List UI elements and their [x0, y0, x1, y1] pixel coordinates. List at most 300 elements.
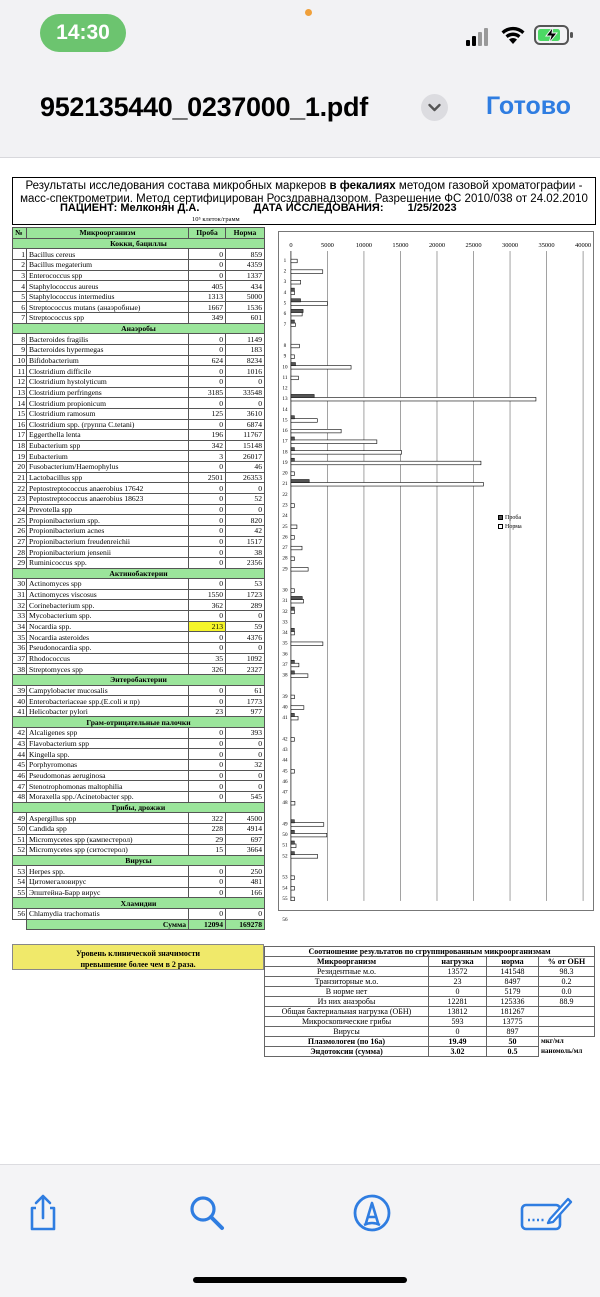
- bar-sample: [291, 320, 294, 323]
- table-row: [13, 557, 265, 568]
- row-number: 14: [13, 398, 27, 409]
- y-tick-label: 17: [282, 438, 288, 445]
- table-row: [13, 334, 265, 345]
- table-row: [13, 419, 265, 430]
- organism-name: Helicobacter pylori: [27, 706, 189, 717]
- norm-value: 4500: [226, 813, 265, 824]
- sample-value: 0: [189, 419, 226, 430]
- sample-value: 349: [189, 313, 226, 324]
- units-label: 10⁵ клеток/грамм: [192, 216, 240, 223]
- norm-value: 52: [226, 494, 265, 505]
- y-tick-label: 27: [282, 545, 288, 552]
- row-number: 3: [13, 270, 27, 281]
- y-tick-label: 51: [282, 842, 288, 849]
- organism-name: Campylobacter mucosalis: [27, 685, 189, 696]
- done-button[interactable]: Готово: [486, 92, 572, 120]
- summary-row: Из них анаэробы 12281 125336 88.9: [265, 997, 595, 1007]
- row-number: 21: [13, 472, 27, 483]
- norm-value: 0: [226, 770, 265, 781]
- row-number: 18: [13, 440, 27, 451]
- norm-value: 0: [226, 398, 265, 409]
- norm-value: 697: [226, 834, 265, 845]
- group-header-row: Хламидии: [13, 898, 265, 909]
- row-number: 55: [13, 887, 27, 898]
- report-title: Результаты исследования состава микробных маркеров в фекалиях методом газовой хроматографии - масс-спектрометрии. Метод сертифицирован Росздравнадзором. Разрешение ФС 2010/038 от 24.02.2010: [12, 177, 596, 225]
- table-row: [13, 877, 265, 888]
- sample-value: 0: [189, 398, 226, 409]
- y-tick-label: 6: [283, 311, 287, 318]
- bar-sample: [291, 852, 294, 855]
- organism-name: Eggerthella lenta: [27, 430, 189, 441]
- norm-value: 26017: [226, 451, 265, 462]
- y-tick-label: 25: [282, 523, 288, 530]
- organism-name: Micromycetes spp (кампестерол): [27, 834, 189, 845]
- bar-norm: [291, 397, 536, 401]
- norm-value: 481: [226, 877, 265, 888]
- bar-sample: [291, 607, 294, 610]
- sample-value: 0: [189, 334, 226, 345]
- y-tick-label: 8: [283, 343, 287, 350]
- bar-norm: [291, 568, 308, 572]
- organism-name: Pseudonocardia spp.: [27, 642, 189, 653]
- bar-norm: [291, 855, 318, 859]
- y-tick-label: 12: [282, 385, 288, 392]
- sample-value: 0: [189, 866, 226, 877]
- viewer-header: [0, 66, 600, 158]
- y-tick-label: 16: [282, 428, 288, 435]
- row-number: 48: [13, 791, 27, 802]
- norm-value: 32: [226, 760, 265, 771]
- bar-sample: [291, 416, 294, 419]
- bar-sample: [291, 458, 294, 461]
- sample-value: 0: [189, 366, 226, 377]
- norm-value: 38: [226, 547, 265, 558]
- norm-value: 11767: [226, 430, 265, 441]
- row-number: 50: [13, 823, 27, 834]
- organism-name: Chlamydia trachomatis: [27, 909, 189, 920]
- y-tick-label: 36: [282, 651, 288, 658]
- table-row: [13, 387, 265, 398]
- sample-value: 0: [189, 547, 226, 558]
- y-tick-label: 48: [282, 800, 288, 807]
- table-row: [13, 760, 265, 771]
- bar-sample: [291, 596, 302, 599]
- bar-sample: [291, 309, 303, 312]
- sample-value: 3: [189, 451, 226, 462]
- norm-value: 4914: [226, 823, 265, 834]
- organism-name: Alcaligenes spp: [27, 728, 189, 739]
- sample-value: 35: [189, 653, 226, 664]
- row-number: 15: [13, 408, 27, 419]
- table-row: [13, 621, 265, 632]
- group-header-row: Энтеробактерии: [13, 674, 265, 685]
- sample-value: 0: [189, 611, 226, 622]
- organism-name: Ruminicoccus spp.: [27, 557, 189, 568]
- norm-value: 2356: [226, 557, 265, 568]
- group-header-row: Анаэробы: [13, 323, 265, 334]
- battery-charging-icon: [534, 24, 574, 46]
- norm-value: 0: [226, 611, 265, 622]
- row-number: 45: [13, 760, 27, 771]
- bar-norm: [291, 280, 301, 284]
- y-tick-label: 49: [282, 821, 288, 828]
- y-tick-label: 46: [282, 778, 288, 785]
- table-row: [13, 515, 265, 526]
- y-tick-label: 34: [282, 630, 288, 637]
- organism-name: Цитомегаловирус: [27, 877, 189, 888]
- table-row: [13, 813, 265, 824]
- bar-norm: [291, 770, 294, 774]
- search-icon[interactable]: [187, 1193, 227, 1233]
- status-bar: [0, 0, 600, 66]
- y-tick-label: 33: [282, 619, 288, 626]
- y-tick-label: 10: [282, 364, 288, 371]
- sample-value: 29: [189, 834, 226, 845]
- table-row: [13, 302, 265, 313]
- bar-sample: [291, 820, 294, 823]
- sample-value: 3185: [189, 387, 226, 398]
- bar-norm: [291, 589, 294, 593]
- norm-value: 166: [226, 887, 265, 898]
- table-row: [13, 525, 265, 536]
- row-number: 8: [13, 334, 27, 345]
- y-tick-label: 22: [282, 491, 288, 498]
- share-icon[interactable]: [23, 1193, 63, 1233]
- table-row: [13, 504, 265, 515]
- sample-value: 0: [189, 887, 226, 898]
- summary-row: Общая бактериальная нагрузка (ОБН) 13812 181267: [265, 1007, 595, 1017]
- table-row: [13, 440, 265, 451]
- organism-name: Clostridium hystolyticum: [27, 376, 189, 387]
- row-number: 10: [13, 355, 27, 366]
- organism-name: Rhodococcus: [27, 653, 189, 664]
- norm-value: 8234: [226, 355, 265, 366]
- organism-name: Bacteroides fragilis: [27, 334, 189, 345]
- row-number: 36: [13, 642, 27, 653]
- table-row: [13, 472, 265, 483]
- table-row: [13, 259, 265, 270]
- sample-value: 0: [189, 504, 226, 515]
- y-tick-label: 4: [283, 289, 287, 296]
- title-menu-button[interactable]: [421, 94, 448, 121]
- row-number: 12: [13, 376, 27, 387]
- norm-value: 0: [226, 504, 265, 515]
- document-title[interactable]: 952135440_0237000_1.pdf: [40, 92, 368, 122]
- norm-value: 0: [226, 909, 265, 920]
- norm-value: 0: [226, 483, 265, 494]
- norm-value: 6874: [226, 419, 265, 430]
- table-row: [13, 685, 265, 696]
- endotoxin-row: Эндотоксин (сумма) 3.02 0.5 наномоль/мл: [265, 1047, 595, 1057]
- organism-name: Stenotrophomonas maltophilia: [27, 781, 189, 792]
- sample-value: 0: [189, 791, 226, 802]
- summary-row: Микроскопические грибы 593 13775: [265, 1017, 595, 1027]
- bar-norm: [291, 461, 481, 465]
- row-number: 43: [13, 738, 27, 749]
- norm-value: 3610: [226, 408, 265, 419]
- sample-value: 0: [189, 525, 226, 536]
- y-tick-label: 15: [282, 417, 288, 424]
- sample-value: 196: [189, 430, 226, 441]
- table-row: [13, 653, 265, 664]
- bar-norm: [291, 259, 297, 263]
- organism-name: Propionibacterium jensenii: [27, 547, 189, 558]
- norm-value: 1092: [226, 653, 265, 664]
- organism-name: Bacillus megaterium: [27, 259, 189, 270]
- bar-norm: [291, 631, 294, 635]
- x-tick-label: 25000: [465, 242, 482, 250]
- patient-line: [60, 202, 580, 214]
- table-row: [13, 376, 265, 387]
- y-tick-label: 37: [282, 661, 288, 668]
- norm-value: 1337: [226, 270, 265, 281]
- y-tick-label: 3: [283, 279, 287, 286]
- sum-row: Сумма 12094 169278: [13, 919, 265, 930]
- y-tick-label: 55: [282, 895, 288, 902]
- row-number: 7: [13, 313, 27, 324]
- y-tick-label: 39: [282, 693, 288, 700]
- norm-value: 42: [226, 525, 265, 536]
- row-number: 32: [13, 600, 27, 611]
- sample-value: 0: [189, 494, 226, 505]
- organism-name: Staphylococcus aureus: [27, 281, 189, 292]
- row-number: 22: [13, 483, 27, 494]
- bar-sample: [291, 671, 294, 674]
- bar-norm: [291, 504, 294, 508]
- markup-icon[interactable]: [352, 1193, 392, 1233]
- y-tick-label: 42: [282, 736, 288, 743]
- summary-row: Резидентные м.о. 13572 141548 98.3: [265, 967, 595, 977]
- bar-sample: [291, 660, 294, 663]
- sample-value: 0: [189, 376, 226, 387]
- summary-row: Транзиторные м.о. 23 8497 0.2: [265, 977, 595, 987]
- date-label: ДАТА ИССЛЕДОВАНИЯ:: [253, 202, 384, 214]
- row-number: 53: [13, 866, 27, 877]
- sample-value: 0: [189, 877, 226, 888]
- organism-name: Moraxella spp./Acinetobacter spp.: [27, 791, 189, 802]
- sample-value: 322: [189, 813, 226, 824]
- sample-value: 326: [189, 664, 226, 675]
- organism-name: Bifidobacterium: [27, 355, 189, 366]
- organism-name: Mycobacterium spp.: [27, 611, 189, 622]
- chart-legend: [498, 514, 522, 532]
- bar-norm: [291, 599, 304, 603]
- sample-value: 0: [189, 249, 226, 260]
- norm-value: 0: [226, 642, 265, 653]
- patient-name: ПАЦИЕНТ: Мелконян Д.А.: [60, 202, 200, 214]
- norm-value: 0: [226, 376, 265, 387]
- row-number: 27: [13, 536, 27, 547]
- organism-name: Bacillus cereus: [27, 249, 189, 260]
- organism-name: Peptostreptococcus anaerobius 17642: [27, 483, 189, 494]
- row-number: 17: [13, 430, 27, 441]
- sample-value: 1550: [189, 589, 226, 600]
- row-number: 34: [13, 621, 27, 632]
- y-tick-label: 18: [282, 449, 288, 456]
- y-tick-label: 44: [282, 757, 288, 764]
- table-row: [13, 536, 265, 547]
- norm-value: 46: [226, 462, 265, 473]
- organism-name: Aspergillus spp: [27, 813, 189, 824]
- row-number: 26: [13, 525, 27, 536]
- norm-value: 0: [226, 781, 265, 792]
- sample-value: 213: [189, 621, 226, 632]
- organism-name: Kingella spp.: [27, 749, 189, 760]
- norm-value: 250: [226, 866, 265, 877]
- table-row: [13, 249, 265, 260]
- y-tick-label: 24: [282, 513, 288, 520]
- norm-value: 820: [226, 515, 265, 526]
- table-row: [13, 547, 265, 558]
- legend-item-norm: Норма: [498, 523, 522, 532]
- row-number: 11: [13, 366, 27, 377]
- table-row: [13, 791, 265, 802]
- organism-name: Bacteroides hypermegas: [27, 345, 189, 356]
- organism-name: Staphylococcus intermedius: [27, 291, 189, 302]
- norm-value: 977: [226, 706, 265, 717]
- x-tick-label: 40000: [575, 242, 592, 250]
- row-number: 30: [13, 579, 27, 590]
- norm-value: 3664: [226, 845, 265, 856]
- bar-norm: [291, 716, 298, 720]
- table-row: [13, 281, 265, 292]
- organism-name: Nocardia spp.: [27, 621, 189, 632]
- summary-header-row: Микроорганизм нагрузка норма % от ОБН: [265, 957, 595, 967]
- bar-norm: [291, 642, 323, 646]
- organism-name: Actinomyces viscosus: [27, 589, 189, 600]
- group-header-row: Кокки, бациллы: [13, 238, 265, 249]
- table-row: [13, 909, 265, 920]
- y-tick-label: 56: [282, 917, 288, 924]
- organism-name: Enterococcus spp: [27, 270, 189, 281]
- table-row: [13, 291, 265, 302]
- bar-norm: [291, 674, 308, 678]
- table-row: [13, 494, 265, 505]
- norm-value: 33548: [226, 387, 265, 398]
- bar-norm: [291, 440, 377, 444]
- row-number: 41: [13, 706, 27, 717]
- sample-value: 125: [189, 408, 226, 419]
- bar-norm: [291, 270, 323, 274]
- table-row: [13, 749, 265, 760]
- sample-value: 2501: [189, 472, 226, 483]
- sample-value: 0: [189, 579, 226, 590]
- bar-norm: [291, 323, 295, 327]
- y-tick-label: 32: [282, 608, 288, 615]
- organism-name: Clostridium ramosum: [27, 408, 189, 419]
- y-tick-label: 31: [282, 598, 288, 605]
- table-row: [13, 483, 265, 494]
- bar-norm: [291, 482, 483, 486]
- table-row: [13, 430, 265, 441]
- wifi-icon: [500, 24, 526, 46]
- organism-name: Peptostreptococcus anaerobius 18623: [27, 494, 189, 505]
- organism-name: Herpes spp.: [27, 866, 189, 877]
- bar-sample: [291, 299, 301, 302]
- x-tick-label: 0: [289, 242, 293, 250]
- sample-value: 1313: [189, 291, 226, 302]
- status-time[interactable]: 14:30: [40, 14, 126, 52]
- row-number: 31: [13, 589, 27, 600]
- organism-name: Prevotella spp: [27, 504, 189, 515]
- table-row: [13, 706, 265, 717]
- organism-name: Propionibacterium acnes: [27, 525, 189, 536]
- clinical-note: Уровень клинической значимости превышение более чем в 2 раза.: [12, 944, 264, 970]
- table-row: [13, 845, 265, 856]
- bar-norm: [291, 291, 294, 295]
- x-tick-label: 30000: [501, 242, 519, 250]
- sample-value: 0: [189, 696, 226, 707]
- home-indicator: [193, 1277, 407, 1283]
- organism-name: Corinebacterium spp.: [27, 600, 189, 611]
- norm-value: 1723: [226, 589, 265, 600]
- row-number: 9: [13, 345, 27, 356]
- y-tick-label: 53: [282, 874, 288, 881]
- norm-value: 0: [226, 749, 265, 760]
- row-number: 46: [13, 770, 27, 781]
- sample-value: 362: [189, 600, 226, 611]
- y-tick-label: 52: [282, 853, 288, 860]
- organism-name: Flavobacterium spp: [27, 738, 189, 749]
- bar-norm: [291, 525, 297, 529]
- y-tick-label: 41: [282, 715, 288, 722]
- x-tick-label: 35000: [538, 242, 555, 250]
- sample-value: 0: [189, 536, 226, 547]
- norm-value: 61: [226, 685, 265, 696]
- organism-name: Enterobacteriaceae spp.(E.coli и пр): [27, 696, 189, 707]
- bar-norm: [291, 302, 328, 306]
- x-tick-label: 15000: [392, 242, 409, 250]
- signature-icon[interactable]: [520, 1193, 572, 1233]
- bar-chart: [278, 231, 594, 924]
- bar-norm: [291, 823, 324, 827]
- bar-sample: [291, 288, 294, 291]
- pdf-page: [0, 159, 600, 1164]
- x-tick-label: 5000: [321, 242, 334, 250]
- y-tick-label: 23: [282, 502, 288, 509]
- bar-norm: [291, 472, 294, 476]
- organism-name: Eubacterium: [27, 451, 189, 462]
- y-tick-label: 47: [282, 789, 288, 796]
- bar-norm: [291, 312, 302, 316]
- sample-value: 0: [189, 632, 226, 643]
- results-body: [13, 238, 265, 919]
- summary-title-row: Соотношение результатов по сгруппированным микроорганизмам: [265, 947, 595, 957]
- y-tick-label: 40: [282, 704, 288, 711]
- y-tick-label: 35: [282, 640, 288, 647]
- bar-norm: [291, 801, 295, 805]
- bar-sample: [291, 830, 294, 833]
- row-number: 47: [13, 781, 27, 792]
- row-number: 37: [13, 653, 27, 664]
- sample-value: 0: [189, 259, 226, 270]
- table-row: [13, 408, 265, 419]
- bar-norm: [291, 557, 294, 561]
- table-header: № Микроорганизм Проба Норма: [13, 228, 265, 239]
- norm-value: 53: [226, 579, 265, 590]
- organism-name: Эпштейна-Барр вирус: [27, 887, 189, 898]
- organism-name: Eubacterium spp: [27, 440, 189, 451]
- y-tick-label: 9: [283, 353, 287, 360]
- bar-norm: [291, 876, 294, 880]
- y-tick-label: 30: [282, 587, 288, 594]
- bar-norm: [291, 897, 294, 901]
- table-row: [13, 866, 265, 877]
- sample-value: 405: [189, 281, 226, 292]
- bar-sample: [291, 628, 294, 631]
- y-tick-label: 26: [282, 534, 288, 541]
- table-row: [13, 823, 265, 834]
